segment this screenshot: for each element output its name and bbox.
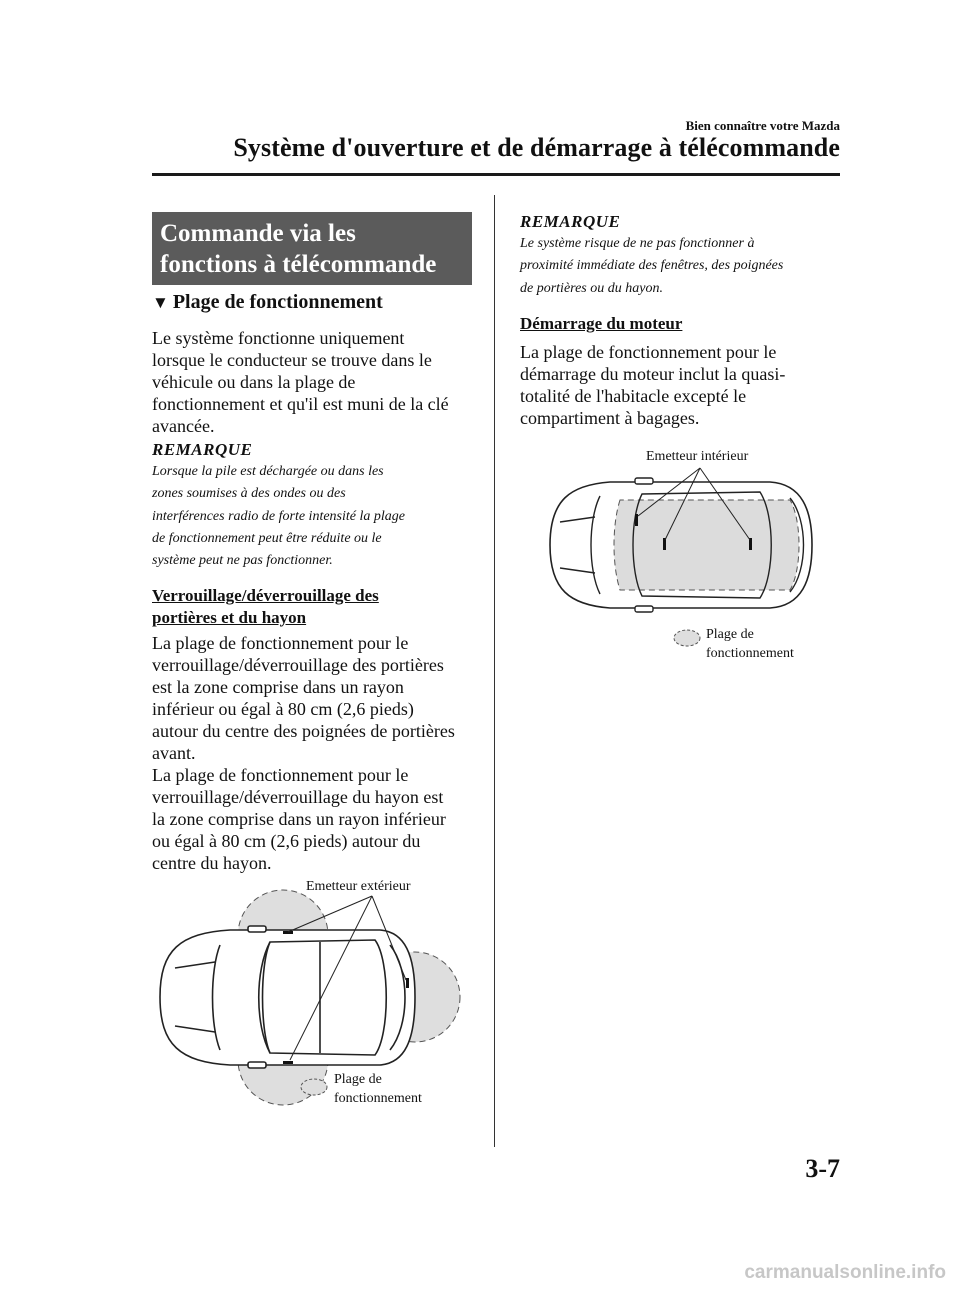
transmitter-mark — [406, 978, 409, 988]
text-line: lorsque le conducteur se trouve dans le — [152, 350, 432, 370]
banner-line: fonctions à télécommande — [160, 251, 437, 278]
text-line: Le système fonctionne uniquement — [152, 328, 405, 348]
text-line: Le système risque de ne pas fonctionner à — [520, 236, 755, 251]
column-divider — [494, 195, 495, 1147]
interior-emitter-label: Emetteur intérieur — [646, 449, 749, 464]
banner-line: Commande via les — [160, 220, 356, 247]
text-line: fonctionnement — [334, 1091, 422, 1106]
subheading-lock-unlock — [152, 585, 379, 629]
section-title: Système d'ouverture et de démarrage à télécommande — [233, 133, 840, 162]
transmitter-mark — [635, 514, 638, 526]
topic-banner — [152, 212, 472, 285]
text-line: zones soumises à des ondes ou des — [152, 486, 346, 502]
watermark: carmanualsonline.info — [744, 1262, 946, 1283]
text-line: démarrage du moteur inclut la quasi- — [520, 364, 786, 384]
paragraph-engine-start — [520, 341, 785, 429]
text-line: totalité de l'habitacle excepté le — [520, 386, 747, 406]
text-line: est la zone comprise dans un rayon — [152, 677, 404, 697]
text-line: Verrouillage/déverrouillage des — [152, 586, 379, 605]
triangle-bullet-icon: ▼ — [152, 293, 169, 312]
header-rule — [152, 173, 840, 176]
interior-range-diagram — [540, 460, 840, 670]
transmitter-mark — [283, 1061, 293, 1064]
text-line: portières et du hayon — [152, 608, 307, 627]
subheading-engine-start: Démarrage du moteur — [520, 314, 683, 333]
paragraph-operating-range — [152, 327, 449, 437]
page-number: 3-7 — [805, 1154, 840, 1183]
text-line: interférences radio de forte intensité la plage — [152, 508, 405, 524]
remark-text — [152, 461, 405, 572]
remark-text — [520, 233, 783, 300]
range-legend-icon — [301, 1079, 327, 1095]
text-line: autour du centre des poignées de portières — [152, 721, 455, 741]
text-line: système peut ne pas fonctionner. — [152, 553, 333, 569]
exterior-emitter-label: Emetteur extérieur — [306, 879, 411, 894]
text-line: fonctionnement et qu'il est muni de la clé — [152, 394, 449, 414]
text-line: fonctionnement — [706, 646, 794, 661]
text-line: la zone comprise dans un rayon inférieur — [152, 809, 446, 829]
text-line: verrouillage/déverrouillage du hayon est — [152, 787, 444, 807]
text-line: La plage de fonctionnement pour le — [152, 765, 409, 785]
text-line: ou égal à 80 cm (2,6 pieds) autour du — [152, 831, 421, 851]
text-line: de fonctionnement peut être réduite ou le — [152, 530, 382, 546]
chapter-title: Bien connaître votre Mazda — [685, 118, 840, 133]
text-line: avant. — [152, 743, 196, 763]
exterior-range-diagram — [150, 870, 480, 1120]
text-line: véhicule ou dans la plage de — [152, 372, 356, 392]
text-line: centre du hayon. — [152, 853, 272, 873]
heading-operating-range — [152, 291, 383, 314]
text-line: de portières ou du hayon. — [520, 280, 663, 296]
range-legend-icon — [674, 630, 700, 646]
paragraph-lock-unlock — [152, 632, 455, 874]
car-top-view-icon — [160, 926, 415, 1068]
text-line: inférieur ou égal à 80 cm (2,6 pieds) — [152, 699, 414, 719]
exterior-range-label — [334, 1070, 422, 1108]
transmitter-mark — [283, 931, 293, 934]
text-line: Lorsque la pile est déchargée ou dans les — [152, 464, 384, 479]
heading-text: Plage de fonctionnement — [172, 291, 383, 313]
text-line: Plage de — [334, 1072, 382, 1087]
remark-title: REMARQUE — [520, 212, 621, 231]
text-line: compartiment à bagages. — [520, 408, 700, 428]
remark-title: REMARQUE — [152, 440, 253, 459]
text-line: La plage de fonctionnement pour le — [520, 342, 777, 362]
text-line: Plage de — [706, 627, 754, 642]
text-line: proximité immédiate des fenêtres, des poignées — [520, 258, 784, 274]
text-line: avancée. — [152, 416, 215, 436]
text-line: La plage de fonctionnement pour le — [152, 633, 409, 653]
text-line: verrouillage/déverrouillage des portières — [152, 655, 444, 675]
interior-range-label — [706, 625, 794, 663]
